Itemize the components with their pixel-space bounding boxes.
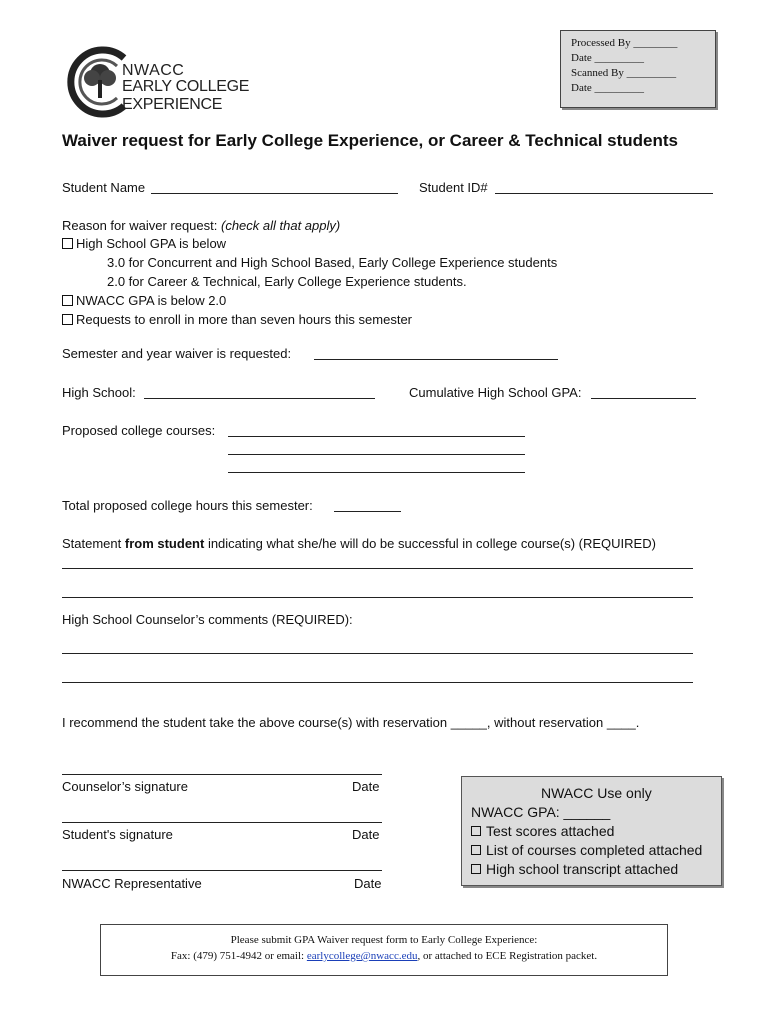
counselor-signature-label: Counselor’s signature	[62, 779, 188, 794]
submission-instructions-box	[100, 924, 668, 976]
reason-heading	[62, 218, 340, 233]
counselor-comments-field-2[interactable]	[62, 682, 693, 683]
registration-text: , or attached to ECE Registration packet.	[417, 950, 598, 962]
nwacc-use-title: NWACC Use only	[541, 785, 652, 801]
form-title: Waiver request for Early College Experience, or Career & Technical students	[62, 131, 678, 150]
counselor-comments-label: High School Counselor’s comments (REQUIRED):	[62, 612, 353, 627]
test-scores-label: Test scores attached	[486, 823, 615, 839]
transcript-label: High school transcript attached	[486, 861, 679, 877]
total-hours-field[interactable]	[334, 511, 401, 512]
processed-date-line: Date _________	[571, 52, 645, 64]
nwacc-representative-field[interactable]	[62, 870, 382, 871]
processed-by-box	[560, 30, 716, 108]
high-school-field[interactable]	[144, 398, 375, 399]
checkbox-transcript[interactable]	[471, 864, 481, 874]
nwacc-gpa-line: NWACC GPA: ______	[471, 804, 611, 820]
transcript-item[interactable]	[471, 860, 721, 879]
reason-option-nwacc-gpa[interactable]	[62, 293, 226, 308]
student-id-label: Student ID#	[419, 180, 488, 195]
logo-text-ece: EARLY COLLEGE EXPERIENCE	[122, 78, 250, 113]
proposed-course-field-2[interactable]	[228, 454, 525, 455]
counselor-comments-field-1[interactable]	[62, 653, 693, 654]
reason-option-seven-hours-label: Requests to enroll in more than seven hours this semester	[76, 312, 413, 327]
counselor-signature-date: Date	[352, 779, 380, 794]
student-signature-field[interactable]	[62, 822, 382, 823]
student-name-label: Student Name	[62, 180, 146, 195]
logo-text-nwacc: NWACC	[122, 62, 185, 79]
reason-option-hs-gpa[interactable]	[62, 236, 226, 251]
statement-pre: Statement	[62, 536, 125, 551]
proposed-course-field-1[interactable]	[228, 436, 525, 437]
nwacc-use-only-box	[461, 776, 722, 886]
processed-by-line: Processed By ________	[571, 37, 678, 49]
statement-field-1[interactable]	[62, 568, 693, 569]
student-signature-date: Date	[352, 827, 380, 842]
reason-hint: (check all that apply)	[220, 218, 341, 233]
nwacc-representative-label: NWACC Representative	[62, 876, 202, 891]
checkbox-seven-hours[interactable]	[62, 314, 73, 325]
semester-label: Semester and year waiver is requested:	[62, 346, 292, 361]
courses-completed-label: List of courses completed attached	[486, 842, 703, 858]
statement-field-2[interactable]	[62, 597, 693, 598]
checkbox-nwacc-gpa[interactable]	[62, 295, 73, 306]
reason-option-seven-hours[interactable]	[62, 312, 412, 327]
reason-option-nwacc-gpa-label: NWACC GPA is below 2.0	[76, 293, 227, 308]
student-name-field[interactable]	[151, 193, 398, 194]
high-school-label: High School:	[62, 385, 136, 400]
student-signature-label: Student's signature	[62, 827, 173, 842]
checkbox-hs-gpa[interactable]	[62, 238, 73, 249]
scanned-date-line: Date _________	[571, 82, 645, 94]
reason-label: Reason for waiver request:	[62, 218, 218, 233]
checkbox-test-scores[interactable]	[471, 826, 481, 836]
statement-post: indicating what she/he will do be successful in college course(s) (REQUIRED)	[204, 536, 656, 551]
statement-label	[62, 536, 656, 551]
submission-line-2	[101, 948, 667, 964]
student-id-field[interactable]	[495, 193, 713, 194]
cumulative-gpa-field[interactable]	[591, 398, 696, 399]
reason-sub-career: 2.0 for Career & Technical, Early College Experience students.	[107, 274, 467, 289]
test-scores-item[interactable]	[471, 822, 721, 841]
checkbox-courses-completed[interactable]	[471, 845, 481, 855]
nwacc-logo	[62, 44, 332, 120]
email-link[interactable]: earlycollege@nwacc.edu	[306, 950, 418, 962]
nwacc-representative-date: Date	[354, 876, 382, 891]
courses-completed-item[interactable]	[471, 841, 721, 860]
semester-field[interactable]	[314, 359, 558, 360]
cumulative-gpa-label: Cumulative High School GPA:	[409, 385, 582, 400]
submission-line-1: Please submit GPA Waiver request form to Early College Experience:	[230, 934, 538, 946]
recommendation-text: I recommend the student take the above course(s) with reservation _____, without reservation ____.	[62, 715, 640, 730]
proposed-course-field-3[interactable]	[228, 472, 525, 473]
counselor-signature-field[interactable]	[62, 774, 382, 775]
fax-text: Fax: (479) 751-4942 or email:	[170, 950, 307, 962]
proposed-courses-label: Proposed college courses:	[62, 423, 216, 438]
reason-option-hs-gpa-label: High School GPA is below	[76, 236, 227, 251]
scanned-by-line: Scanned By _________	[571, 67, 677, 79]
total-hours-label: Total proposed college hours this semester:	[62, 498, 313, 513]
statement-bold: from student	[124, 536, 205, 551]
reason-sub-concurrent: 3.0 for Concurrent and High School Based, Early College Experience students	[107, 255, 558, 270]
